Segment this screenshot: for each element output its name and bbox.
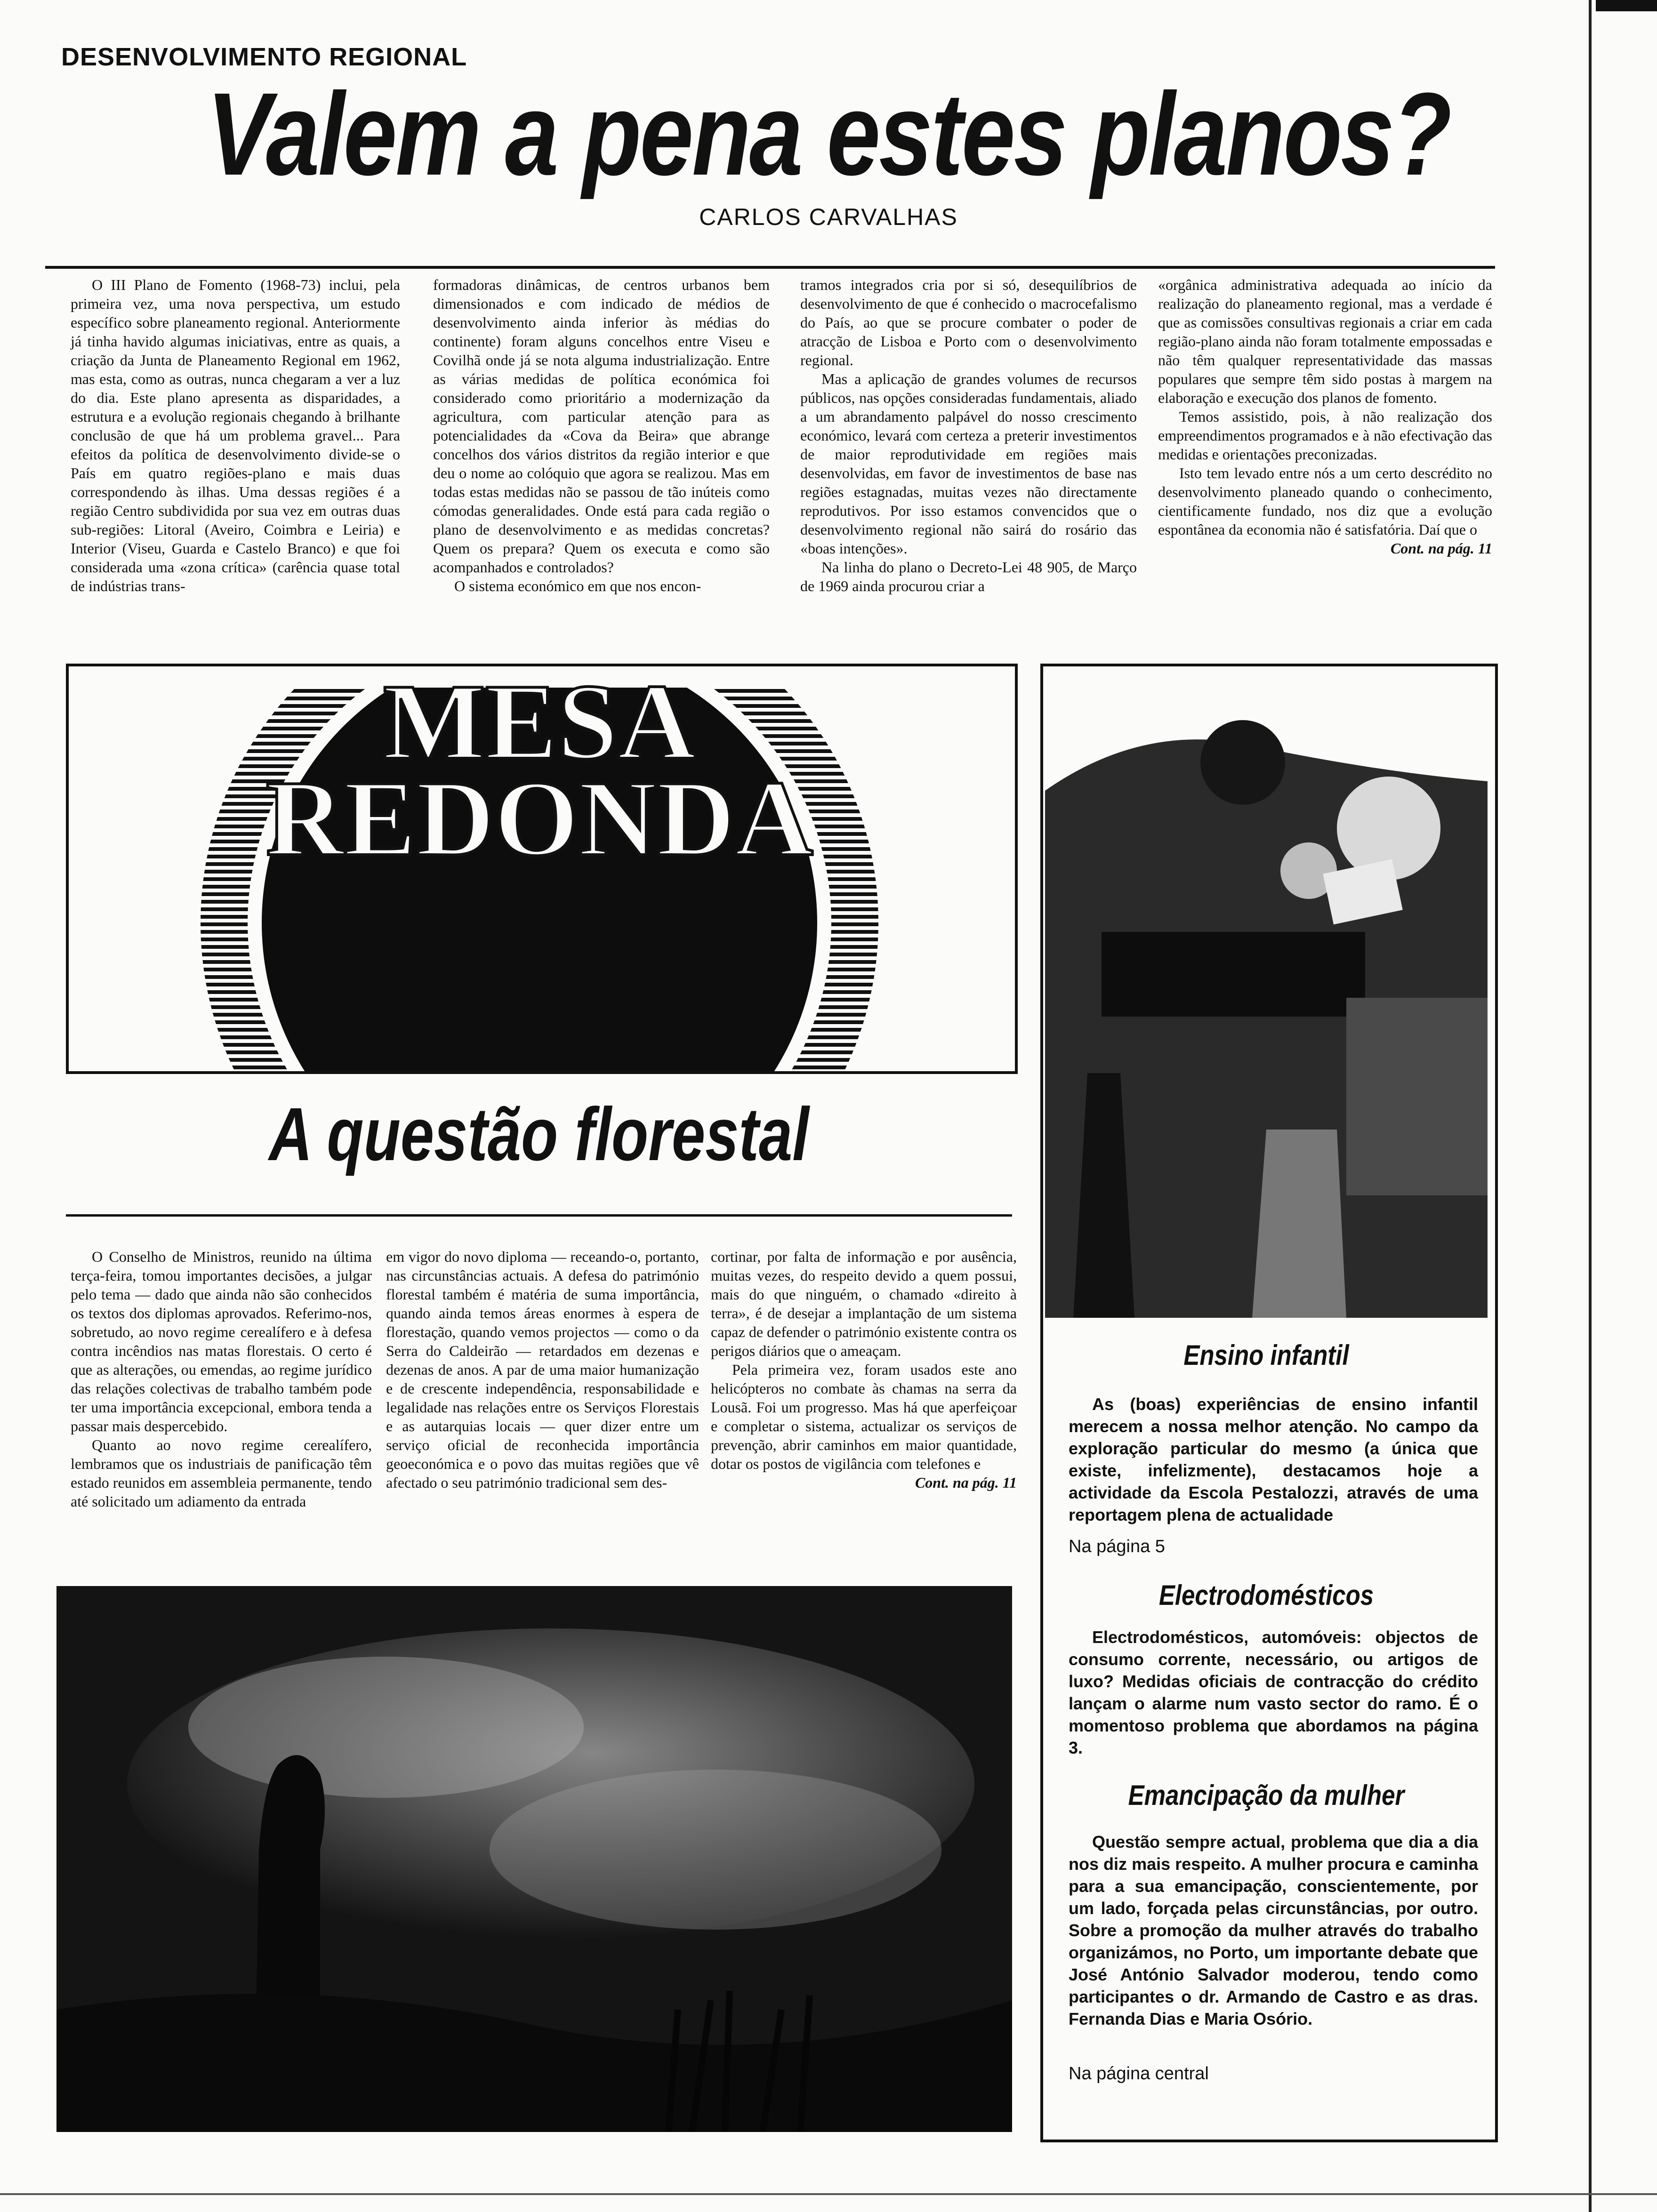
- questao-paragraph: Quanto ao novo regime cerealífero, lembramos que os industriais de panificação têm estado reunidos em assembleia permanente, tendo até solicitado um adiamento da entrada: [71, 1436, 372, 1510]
- questao-florestal-title: A questão florestal: [269, 1092, 809, 1176]
- article1-paragraph: Na linha do plano o Decreto-Lei 48 905, de Março de 1969 ainda procurou criar a: [800, 559, 1137, 594]
- article1-column-4: [1158, 275, 1492, 558]
- headline-rule: [45, 266, 1495, 269]
- electro-text: Electrodomésticos, automóveis: objectos de consumo corrente, necessário, ou artigos de luxo? Medidas oficiais de contracção do crédito lançam o alarme num vasto sector do ramo. É o momentoso problema que abordamos na página 3.: [1069, 1627, 1478, 1757]
- children-classroom-photo: [1045, 668, 1488, 1318]
- questao-paragraph: em vigor do novo diploma — receando-o, portanto, nas circunstâncias actuais. A defesa do património florestal também é matéria de suma importância, quando ainda temos áreas enormes à espera de florestação, quando vemos projectos — como o da Serra do Caldeirão — retardados em dezenas e dezenas de anos. A par de uma maior humanização e de crescente independência, responsabilidade e legalidade nas relações entre os Serviços Florestais e as autarquias locais — quer dizer entre um serviço oficial de reconhecida importância geoeconómica e o povo das muitas regiões que vê afectado o seu património tradicional sem des-: [386, 1248, 699, 1491]
- article1-column-3: [800, 275, 1137, 595]
- questao-paragraph: cortinar, por falta de informação e por ausência, muitas vezes, do respeito devido a quem possui, mais do que ninguém, o chamado «direito à terra», é de desejar a implantação de um sistema capaz de defender o património existente contra os perigos diários que o ameaçam.: [711, 1248, 1017, 1359]
- article1-paragraph: formadoras dinâmicas, de centros urbanos bem dimensionados e com indicado de médios de desenvolvimento ainda inferior às médias do continente) foram alguns concelhos entre Viseu e Covilhã onde já se nota alguma industrialização. Entre as várias medidas de política económica foi considerado como prioritário a modernização da agricultura, com particular atenção para as potencialidades da «Cova da Beira» que abrange concelhos dos vários distritos da região interior e que deu o nome ao colóquio que agora se realizou. Mas em todas estas medidas não se passou de tão inúteis como cómodas generalidades. Onde está para cada região o plano de desenvolvimento e as medidas concretas? Quem os prepara? Quem os executa e como são acompanhados e controlados?: [433, 276, 770, 576]
- electro-title: Electrodomésticos: [1158, 1579, 1374, 1611]
- article1-paragraph: «orgânica administrativa adequada ao início da realização do planeamento regional, mas a verdade é que as comissões consultivas regionais a criar em cada região-plano ainda não foram totalmente empossadas e não têm qualquer representatividade das massas populares que sempre têm sido postas à margem na elaboração e execução dos planos de fomento.: [1158, 276, 1492, 406]
- article1-continuation: Cont. na pág. 11: [1390, 540, 1492, 557]
- article1-column-1: [71, 275, 400, 595]
- mesa-redonda-graphic: [69, 666, 1015, 1071]
- article1-paragraph: Isto tem levado entre nós a um certo descrédito no desenvolvimento planeado quando o conhecimento, cientificamente fundado, nos diz que a evolução espontânea da economia não é satisfatória. Daí que o: [1158, 465, 1492, 538]
- ensino-title: Ensino infantil: [1183, 1339, 1349, 1371]
- questao-rule: [66, 1214, 1012, 1217]
- mulher-page-ref: Na página central: [1069, 2064, 1209, 2084]
- article1-paragraph: tramos integrados cria por si só, desequilíbrios de desenvolvimento de que é conhecido o macrocefalismo do País, ao que se procure combater o poder de atracção de Lisboa e Porto com o desenvolvimento regional.: [800, 276, 1137, 369]
- headline: Valem a pena estes planos?: [207, 68, 1450, 200]
- electro-text-block: [1069, 1626, 1478, 1759]
- classroom-photo-graphic: [1045, 668, 1488, 1318]
- article1-paragraph: Mas a aplicação de grandes volumes de recursos públicos, nas opções consideradas fundamentais, aliado a um abrandamento palpável do nosso crescimento económico, levará com certeza a preterir investimentos de maior reprodutividade em regiões mais desenvolvidas, em favor de investimentos de base nas regiões estagnadas, muitas vezes não directamente reprodutivos. Por isso estamos convencidos que o desenvolvimento regional não sairá do rosário das «boas intenções».: [800, 370, 1137, 557]
- article1-column-2: [433, 275, 770, 595]
- article1-paragraph: O sistema económico em que nos encon-: [454, 577, 701, 594]
- ensino-text-block: [1069, 1393, 1478, 1526]
- questao-column-3: [711, 1247, 1017, 1492]
- mulher-text-block: [1069, 1831, 1478, 2030]
- byline: CARLOS CARVALHAS: [699, 204, 958, 230]
- mesa-text: MESA: [383, 666, 696, 782]
- section-tag: DESENVOLVIMENTO REGIONAL: [61, 43, 467, 71]
- forest-photo-graphic: [56, 1586, 1012, 2132]
- questao-column-2: [386, 1247, 699, 1492]
- mulher-title: Emancipação da mulher: [1128, 1779, 1405, 1811]
- forest-fire-photo: [56, 1586, 1012, 2132]
- mesa-redonda-banner: [66, 664, 1018, 1074]
- bottom-rule: [0, 2193, 1657, 2195]
- page-edge-rule: [1589, 0, 1592, 2212]
- questao-paragraph: Pela primeira vez, foram usados este ano helicópteros no combate às chamas na serra da Lousã. Foi um progresso. Mas há que aperfeiçoar e completar o sistema, actualizar os serviços de prevenção, abrir caminhos em maior quantidade, dotar os postos de vigilância com telefones e: [711, 1361, 1017, 1472]
- teacher-head: [1200, 720, 1285, 805]
- article1-paragraph: Temos assistido, pois, à não realização dos empreendimentos programados e à não efectivação das medidas e orientações preconizadas.: [1158, 408, 1492, 463]
- questao-continuation: Cont. na pág. 11: [915, 1474, 1017, 1491]
- ensino-text: As (boas) experiências de ensino infantil merecem a nossa melhor atenção. No campo da exploração particular do mesmo (a única que existe, infelizmente), destacamos hoje a actividade da Escola Pestalozzi, através de uma reportagem plena de actualidade: [1069, 1395, 1478, 1524]
- article1-paragraph: O III Plano de Fomento (1968-73) inclui, pela primeira vez, uma nova perspectiva, um estudo específico sobre planeamento regional. Anteriormente já tinha havido algumas iniciativas, entre as quais, a criação da Junta de Planeamento Regional em 1962, mas esta, como as outras, nunca chegaram a ver a luz do dia. Este plano apresenta as disparidades, a estrutura e a evolução regionais chegando à brilhante conclusão de que há um problema gravel... Para efeitos da política de desenvolvimento divide-se o País em quatro regiões-plano e mais duas correspondendo às ilhas. Uma dessas regiões é a região Centro subdividida por sua vez em outras duas sub-regiões: Litoral (Aveiro, Coimbra e Leiria) e Interior (Viseu, Guarda e Castelo Branco) e que foi considerada uma «zona crítica» (carência quase total de indústrias trans-: [71, 276, 400, 594]
- corner-mark: [1596, 0, 1657, 11]
- mulher-text: Questão sempre actual, problema que dia a dia nos diz mais respeito. A mulher procura e caminha para a sua emancipação, conscientemente, por um lado, forçada pelas circunstâncias, por outro. Sobre a promoção da mulher através do trabalho organizámos, no Porto, um importante debate que José António Salvador moderou, tendo como participantes o dr. Armando de Castro e as dras. Fernanda Dias e Maria Osório.: [1069, 1832, 1478, 2028]
- questao-column-1: [71, 1247, 372, 1511]
- questao-paragraph: O Conselho de Ministros, reunido na última terça-feira, tomou importantes decisões, a julgar pelo tema — dado que ainda não são conhecidos os textos dos diplomas aprovados. Referimo-nos, sobretudo, ao novo regime cerealífero e à defesa contra incêndios nas matas florestais. O certo é que as alterações, ou emendas, ao regime jurídico das relações colectivas de trabalho também pode ter uma importância excepcional, embora tenda a passar mais despercebido.: [71, 1248, 372, 1435]
- redonda-text: REDONDA: [265, 758, 813, 878]
- ensino-page-ref: Na página 5: [1069, 1537, 1165, 1556]
- desk: [1102, 932, 1365, 1017]
